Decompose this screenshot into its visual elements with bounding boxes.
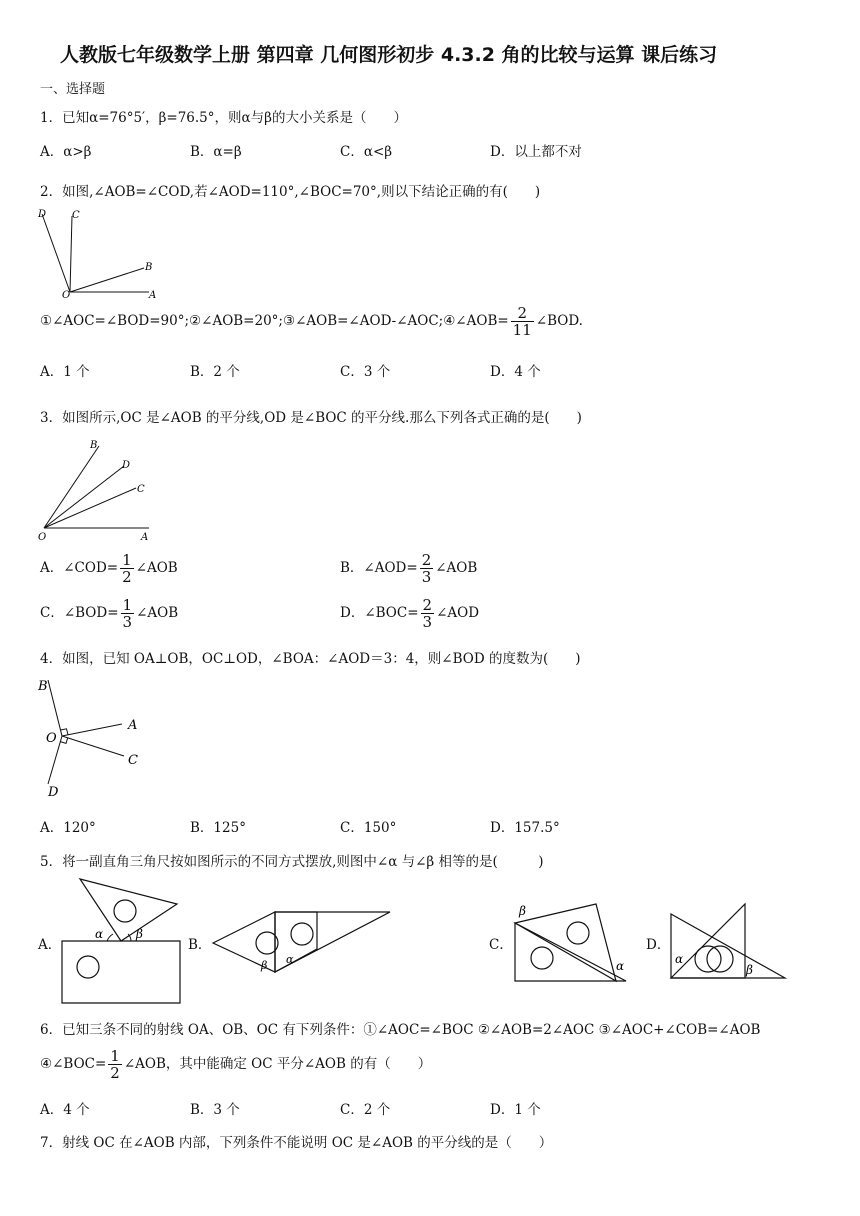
q5-b-beta: β [261,959,268,972]
q5-d-beta: β [746,963,753,977]
q3-option-d-post: ∠AOD [436,605,480,621]
q3-b-den: 3 [421,568,432,586]
q4-figure [34,672,154,802]
q5-option-d-label: D． [646,937,671,953]
q2-option-a: A．1 个 [40,364,90,380]
q2-option-d: D．4 个 [490,364,541,380]
q1-option-b: B．α=β [190,144,242,160]
question-2-stem: 2．如图,∠AOB=∠COD,若∠AOD=110°,∠BOC=70°,则以下结论正确的有( ) [40,184,541,200]
q3-label-o: O [38,532,47,542]
q6-option-d: D．1 个 [490,1102,541,1118]
q3-option-b-frac [420,552,434,585]
q5-a-alpha: α [95,927,104,941]
q3-option-a-post: ∠AOB [135,560,178,576]
q2-conclusions [40,303,583,339]
q4-label-c: C [128,753,138,768]
q4-option-d: D．157.5° [490,820,560,836]
q3-option-c [40,597,178,630]
q3-option-d-frac [421,597,435,630]
q3-d-den: 3 [422,613,433,631]
q4-option-a: A．120° [40,820,96,836]
question-1-stem: 1．已知α=76°5′，β=76.5°，则α与β的大小关系是（ ） [40,110,407,126]
q3-option-b-pre: B．∠AOD= [340,560,418,576]
q6-line2-pre: ④∠BOC= [40,1056,107,1072]
question-7-stem: 7．射线 OC 在∠AOB 内部，下列条件不能说明 OC 是∠AOB 的平分线的是（ ） [40,1135,553,1151]
q5-b-alpha: α [286,953,294,966]
q3-b-num: 2 [421,551,432,569]
page-title: 人教版七年级数学上册 第四章 几何图形初步 4.3.2 角的比较与运算 课后练习 [60,44,718,66]
q2-option-b: B．2 个 [190,364,240,380]
q3-option-b [340,552,477,585]
q2-figure [34,204,174,304]
q3-figure [34,436,164,542]
q6-fraction [108,1048,122,1081]
q5-d-alpha: α [675,952,684,966]
q2-conclusion-tail: ∠BOD. [535,313,583,329]
q3-option-c-frac [121,597,135,630]
q6-line2-post: ∠AOB，其中能确定 OC 平分∠AOB 的有（ ） [123,1056,432,1072]
q2-label-b: B [145,262,153,273]
q6-frac-den: 2 [110,1064,120,1082]
q5-figure-c [508,893,633,985]
q6-line-2 [40,1046,431,1082]
q3-option-a-frac [120,552,134,585]
q4-label-a: A [128,718,138,733]
section-heading: 一、选择题 [40,82,106,97]
question-6-stem: 6．已知三条不同的射线 OA、OB、OC 有下列条件：①∠AOC=∠BOC ②∠AOB=2∠AOC ③∠AOC+∠COB=∠AOB [40,1022,761,1038]
q5-a-beta: β [136,927,143,941]
q1-option-a: A．α>β [40,144,92,160]
q2-conclusion-text: ①∠AOC=∠BOD=90°;②∠AOB=20°;③∠AOB=∠AOD-∠AOC;④∠AOB= [40,313,509,329]
q6-option-c: C．2 个 [340,1102,391,1118]
q2-label-d: D [38,209,47,220]
q3-option-b-post: ∠AOB [435,560,478,576]
question-3-stem: 3．如图所示,OC 是∠AOB 的平分线,OD 是∠BOC 的平分线.那么下列各式正确的是( ) [40,410,582,426]
q6-frac-num: 1 [110,1047,120,1065]
q3-option-c-post: ∠AOB [136,605,179,621]
question-4-stem: 4．如图，已知 OA⊥OB，OC⊥OD，∠BOA：∠AOD＝3：4，则∠BOD 的度数为( ) [40,651,581,667]
q6-option-b: B．3 个 [190,1102,240,1118]
q5-c-alpha: α [616,959,625,973]
q3-a-num: 1 [122,551,132,569]
q2-label-o: O [62,290,71,301]
q2-frac-num: 2 [517,304,527,322]
q3-c-den: 3 [122,613,133,631]
q3-a-den: 2 [122,568,132,586]
q4-label-o: O [46,731,57,746]
q5-c-beta: β [519,904,526,918]
q2-option-c: C．3 个 [340,364,391,380]
q4-label-d: D [48,785,59,800]
q3-d-num: 2 [422,596,433,614]
q3-option-c-pre: C．∠BOD= [40,605,119,621]
q2-label-c: C [72,210,80,221]
q3-option-a-pre: A．∠COD= [40,560,119,576]
q4-option-b: B．125° [190,820,246,836]
q6-option-a: A．4 个 [40,1102,90,1118]
q5-figure-a [55,872,185,1007]
q3-label-d: D [122,460,131,471]
q5-figure-d [663,900,793,985]
q3-label-a: A [141,532,149,542]
q5-figure-b [205,905,395,980]
q4-label-b: B [38,679,48,694]
q5-option-c-label: C． [489,937,513,953]
q2-frac-den: 11 [512,321,532,339]
q3-label-c: C [137,484,145,495]
q5-option-a-label: A． [38,937,62,953]
q3-option-d-pre: D．∠BOC= [340,605,419,621]
q4-option-c: C．150° [340,820,397,836]
q3-label-b: B [90,440,98,451]
q2-fraction [511,305,534,338]
q2-label-a: A [149,290,157,301]
q1-option-c: C．α<β [340,144,393,160]
q3-c-num: 1 [122,596,133,614]
q3-option-a [40,552,178,585]
q5-option-b-label: B． [188,937,212,953]
question-5-stem: 5．将一副直角三角尺按如图所示的不同方式摆放,则图中∠α 与∠β 相等的是( ) [40,854,544,870]
q1-option-d: D．以上都不对 [490,144,582,160]
q3-option-d [340,597,479,630]
